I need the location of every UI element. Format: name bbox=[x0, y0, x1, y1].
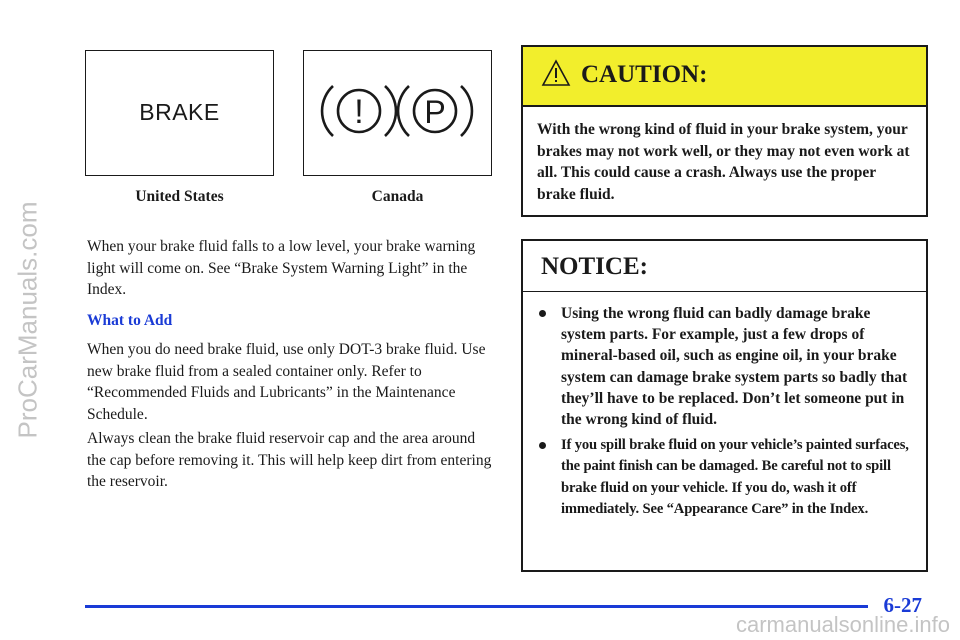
caution-title: CAUTION: bbox=[581, 61, 708, 88]
paragraph-low-fluid: When your brake fluid falls to a low level, your brake warning light will come on. See “Brake System Warning Light” in the Index. bbox=[87, 238, 476, 298]
watermark-bottom: carmanualsonline.info bbox=[735, 612, 950, 637]
watermark-left bbox=[8, 0, 48, 640]
bullet-icon bbox=[539, 310, 546, 317]
caption-canada: Canada bbox=[371, 188, 424, 205]
warning-triangle-icon bbox=[541, 59, 571, 87]
caption-united-states: United States bbox=[135, 188, 224, 205]
caution-box bbox=[521, 45, 928, 217]
notice-item-spill bbox=[537, 435, 917, 520]
heading-what-to-add: What to Add bbox=[87, 312, 173, 329]
parking-glyph: P bbox=[424, 94, 446, 130]
brake-icon-text: BRAKE bbox=[139, 99, 220, 125]
notice-list bbox=[537, 303, 917, 520]
notice-item-wrong-fluid bbox=[537, 303, 917, 430]
notice-item-text: If you spill brake fluid on your vehicle’s painted surfaces, the paint finish can be damaged. Be careful not to spill brake fluid on your vehicle. If you do, wash it off immediately. See “Appearance Care” in the Index. bbox=[561, 437, 909, 517]
caution-text: With the wrong kind of fluid in your brake system, your brakes may not work well, or they may not even work at all. This could cause a crash. Always use the proper brake fluid. bbox=[537, 121, 910, 203]
notice-header bbox=[523, 241, 926, 292]
footer-rule bbox=[85, 605, 868, 608]
notice-title: NOTICE: bbox=[541, 253, 648, 280]
caution-header bbox=[523, 47, 926, 107]
page-number: 6-27 bbox=[883, 593, 922, 617]
paragraph-clean-cap: Always clean the brake fluid reservoir cap and the area around the cap before removing it. This will help keep dirt from entering the reservoir. bbox=[87, 430, 492, 490]
notice-box bbox=[521, 239, 928, 572]
watermark-left-text: ProCarManuals.com bbox=[12, 201, 43, 439]
brake-warning-light-canada bbox=[303, 50, 492, 176]
brake-symbol-icon bbox=[304, 51, 490, 174]
brake-warning-light-us bbox=[85, 50, 274, 176]
exclamation-glyph: ! bbox=[354, 93, 364, 131]
bullet-icon bbox=[539, 442, 546, 449]
notice-item-text: Using the wrong fluid can badly damage brake system parts. For example, just a few drops of mineral-based oil, such as engine oil, in your brake system can damage brake system parts so badly that they’ll have to be replaced. Don’t let someone put in the wrong kind of fluid. bbox=[561, 305, 908, 429]
paragraph-dot3: When you do need brake fluid, use only DOT-3 brake fluid. Use new brake fluid from a sealed container only. Refer to “Recommended Fluids and Lubricants” in the Maintenance Schedule. bbox=[87, 341, 486, 423]
